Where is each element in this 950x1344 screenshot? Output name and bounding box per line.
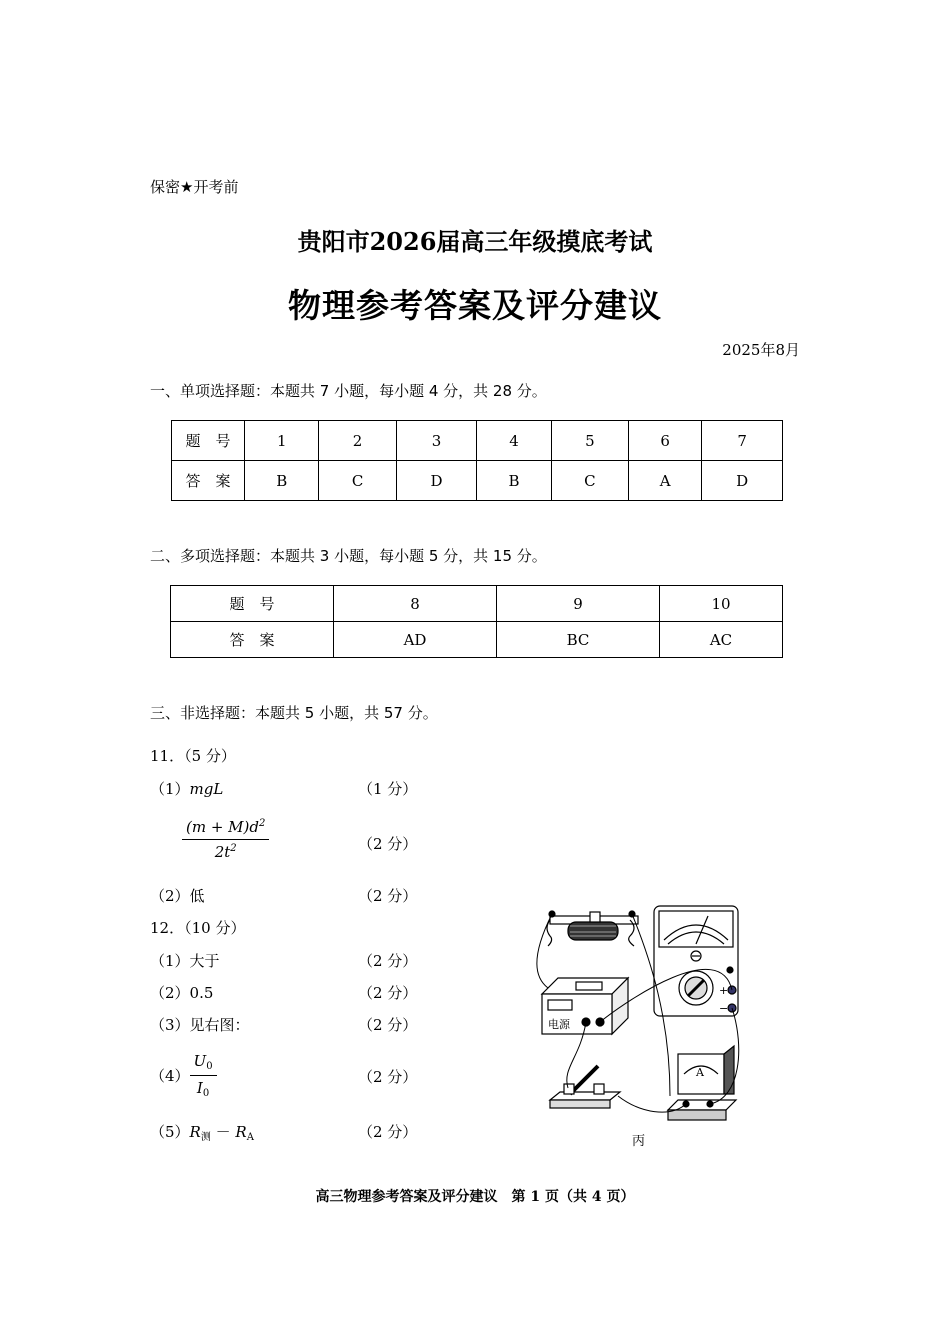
table-cell: 3 bbox=[396, 421, 477, 461]
q11-answer-1b-fraction bbox=[182, 818, 269, 861]
q12-answer-1-score: （2 分） bbox=[358, 952, 418, 970]
table-row bbox=[172, 461, 783, 501]
svg-text:−: − bbox=[719, 1002, 729, 1015]
table-cell: C bbox=[551, 461, 628, 501]
table-cell: 6 bbox=[629, 421, 702, 461]
ammeter-label: A bbox=[696, 1066, 704, 1079]
exam-title: 贵阳市2026届高三年级摸底考试 bbox=[297, 227, 653, 256]
q11-answer-1 bbox=[150, 778, 223, 799]
q12-answer-2: （2）0.5 bbox=[150, 984, 214, 1002]
table-cell: C bbox=[319, 461, 396, 501]
table-cell: 5 bbox=[551, 421, 628, 461]
q12-answer-2-score: （2 分） bbox=[358, 984, 418, 1002]
q11-title: 11．（5 分） bbox=[150, 747, 236, 765]
q12-answer-1: （1）大于 bbox=[150, 952, 220, 970]
q12-answer-3: （3）见右图： bbox=[150, 1016, 250, 1034]
q12-answer-5-score: （2 分） bbox=[358, 1123, 418, 1141]
fraction-denominator: $I_0$ bbox=[196, 1079, 210, 1099]
table-row-label: 题 号 bbox=[172, 421, 245, 461]
table-cell: 9 bbox=[497, 586, 660, 622]
section3-heading: 三、非选择题：本题共 5 小题，共 57 分。 bbox=[150, 704, 438, 722]
table-cell: D bbox=[702, 461, 783, 501]
section1-heading: 一、单项选择题：本题共 7 小题，每小题 4 分，共 28 分。 bbox=[150, 382, 547, 400]
q11-answer-1-score: （1 分） bbox=[358, 780, 418, 798]
knife-switch bbox=[550, 1066, 620, 1108]
table-row-label: 题 号 bbox=[171, 586, 334, 622]
q12-answer-4-score: （2 分） bbox=[358, 1068, 418, 1086]
rheostat bbox=[547, 911, 638, 946]
table-cell: 7 bbox=[702, 421, 783, 461]
q12-title: 12．（10 分） bbox=[150, 919, 246, 937]
fraction bbox=[190, 1052, 217, 1099]
document-date: 2025年8月 bbox=[722, 341, 800, 359]
circuit-diagram-figure bbox=[520, 898, 760, 1128]
answer-prefix: （4） bbox=[150, 1067, 190, 1085]
table-cell: 1 bbox=[245, 421, 319, 461]
table-cell: AC bbox=[660, 622, 783, 658]
fraction-numerator: $U_0$ bbox=[190, 1052, 217, 1076]
table-cell: 4 bbox=[477, 421, 551, 461]
table-row-label: 答 案 bbox=[171, 622, 334, 658]
confidential-label: 保密★开考前 bbox=[150, 178, 239, 196]
section2-heading: 二、多项选择题：本题共 3 小题，每小题 5 分，共 15 分。 bbox=[150, 547, 547, 565]
table-cell: B bbox=[477, 461, 551, 501]
q11-answer-2-score: （2 分） bbox=[358, 887, 418, 905]
table-row bbox=[171, 622, 783, 658]
table-cell: 8 bbox=[334, 586, 497, 622]
table-cell: 2 bbox=[319, 421, 396, 461]
multimeter bbox=[654, 906, 738, 1016]
answer-prefix: （1） bbox=[150, 780, 190, 798]
q11-answer-2: （2）低 bbox=[150, 887, 205, 905]
fraction-denominator: $2t^2$ bbox=[214, 843, 237, 861]
power-label: 电源 bbox=[548, 1018, 570, 1031]
section2-answer-table bbox=[170, 585, 783, 658]
table-cell: BC bbox=[497, 622, 660, 658]
answer-expression: mgL bbox=[189, 780, 224, 798]
q11-answer-1b-score: （2 分） bbox=[358, 835, 418, 853]
table-row-label: 答 案 bbox=[172, 461, 245, 501]
table-cell: 10 bbox=[660, 586, 783, 622]
page-footer: 高三物理参考答案及评分建议 第 1 页（共 4 页） bbox=[315, 1189, 635, 1205]
fraction-numerator: $(m + M)d^2$ bbox=[182, 818, 269, 840]
q12-answer-4 bbox=[150, 1052, 217, 1099]
q12-answer-5: $(5)R_测 - R_A$ bbox=[150, 1123, 254, 1143]
table-cell: B bbox=[245, 461, 319, 501]
table-row bbox=[171, 586, 783, 622]
q12-answer-3-score: （2 分） bbox=[358, 1016, 418, 1034]
document-title: 物理参考答案及评分建议 bbox=[288, 286, 662, 325]
table-cell: D bbox=[396, 461, 477, 501]
table-row bbox=[172, 421, 783, 461]
svg-text:+: + bbox=[719, 984, 729, 997]
fraction bbox=[182, 818, 269, 861]
figure-caption: 丙 bbox=[632, 1134, 646, 1149]
table-cell: A bbox=[629, 461, 702, 501]
table-cell: AD bbox=[334, 622, 497, 658]
section1-answer-table bbox=[171, 420, 783, 501]
